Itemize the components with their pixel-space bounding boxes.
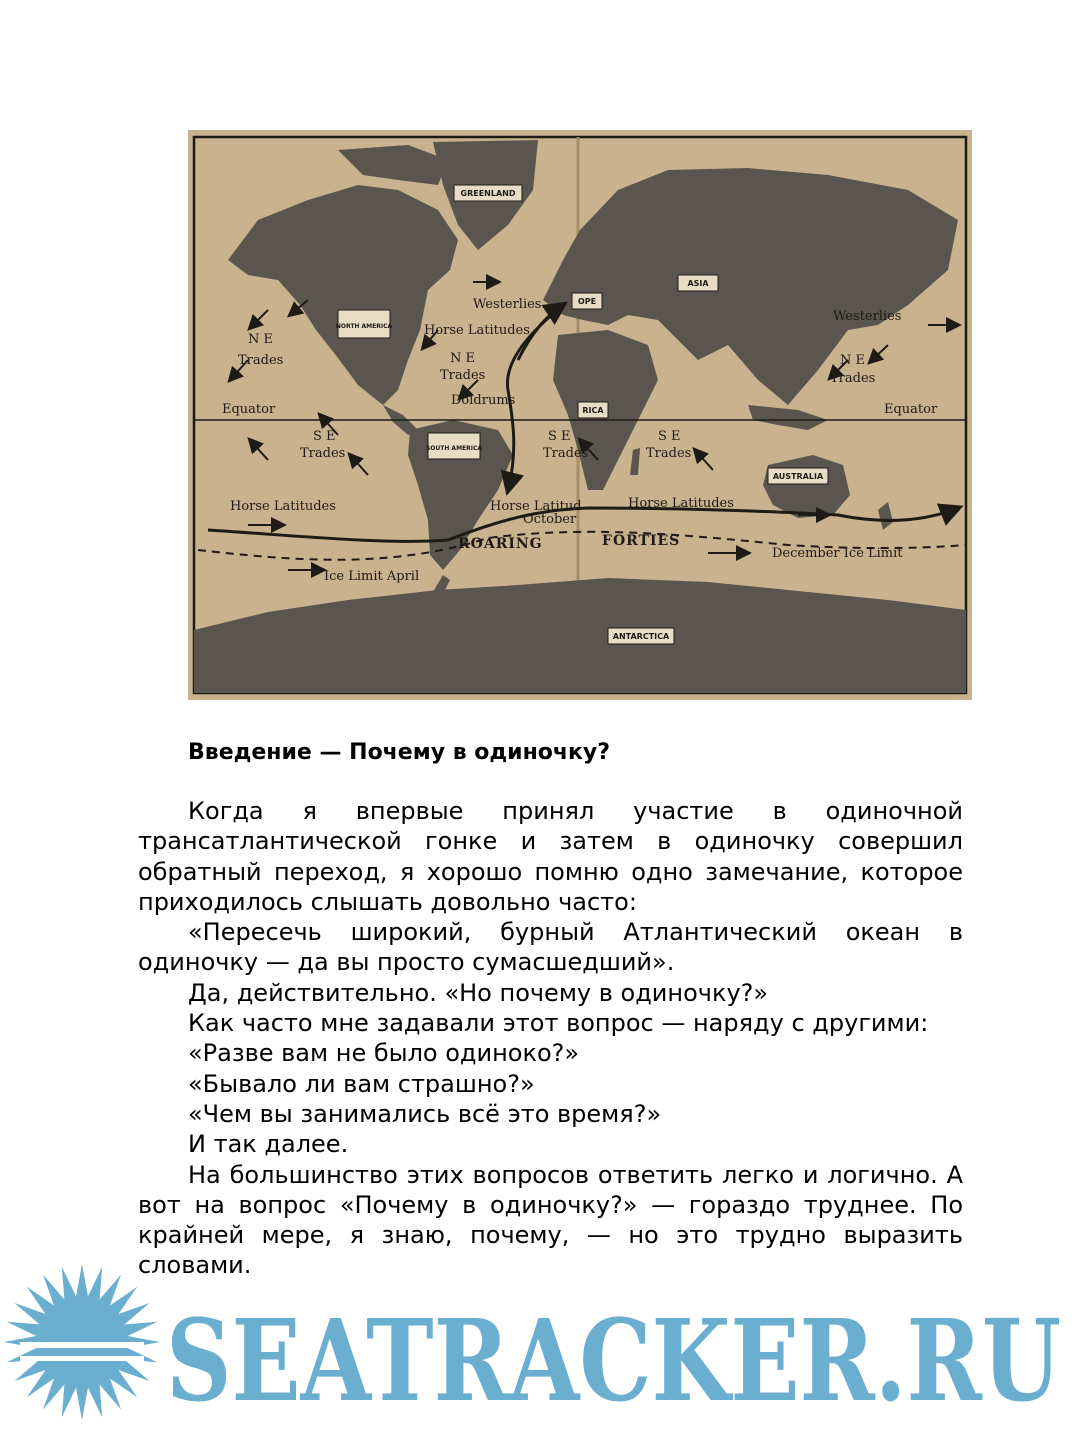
paragraph: Когда я впервые принял участие в одиночной трансатлантической гонке и затем в одиночку совершил обратный переход, я хорошо помню одно замечание, которое приходилось слышать довольно часто: xyxy=(138,797,963,916)
label-westerlies-left: Westerlies xyxy=(473,297,542,312)
label-ne-trades-right: N E xyxy=(840,353,865,368)
label-horse-lat-n: Horse Latitudes xyxy=(424,323,530,338)
world-winds-map xyxy=(188,130,972,700)
paragraph: «Разве вам не было одиноко?» xyxy=(188,1039,580,1068)
label-se-trades-mid-2: Trades xyxy=(543,446,589,461)
label-ne-trades-mid-2: Trades xyxy=(440,368,486,383)
label-ne-trades-right-2: Trades xyxy=(830,371,876,386)
label-horse-lat-s-left: Horse Latitudes xyxy=(230,499,336,514)
label-se-trades-mid: S E xyxy=(548,429,571,444)
paragraph: «Бывало ли вам страшно?» xyxy=(188,1069,535,1098)
sun-logo-icon xyxy=(4,1264,160,1420)
label-greenland: GREENLAND xyxy=(460,189,516,198)
label-south-america: SOUTH AMERICA xyxy=(425,445,483,452)
label-australia: AUSTRALIA xyxy=(772,472,824,481)
label-se-trades-left-2: Trades xyxy=(300,446,346,461)
label-december-ice-limit: December Ice Limit xyxy=(772,546,903,561)
label-ne-trades-left-2: Trades xyxy=(238,353,284,368)
label-asia: ASIA xyxy=(687,279,709,288)
label-europe: OPE xyxy=(577,297,597,306)
label-horse-lat-s-right: Horse Latitudes xyxy=(628,496,734,511)
label-ice-limit-april: Ice Limit April xyxy=(324,569,420,584)
label-horse-lat-s-mid: Horse Latitud xyxy=(490,499,582,514)
paragraph: На большинство этих вопросов ответить легко и логично. А вот на вопрос «Почему в одиночку?» — гораздо труднее. По крайней мере, я знаю, почему, — но это трудно выразить словами. xyxy=(138,1160,963,1280)
label-roaring: ROARING xyxy=(458,536,543,552)
label-westerlies-right: Westerlies xyxy=(833,309,902,324)
label-equator-right: Equator xyxy=(884,402,938,417)
label-north-america: NORTH AMERICA xyxy=(335,323,393,330)
label-forties: FORTIES xyxy=(602,533,681,549)
label-ne-trades-left: N E xyxy=(248,332,273,347)
paragraph: И так далее. xyxy=(188,1130,349,1159)
paragraph: «Чем вы занимались всё это время?» xyxy=(188,1099,662,1128)
paragraph: Как часто мне задавали этот вопрос — наряду с другими: xyxy=(188,1009,929,1038)
label-horse-lat-s-mid-2: October xyxy=(523,512,577,527)
paragraph: «Пересечь широкий, бурный Атлантический океан в одиночку — да вы просто сумасшедший». xyxy=(138,918,963,977)
label-doldrums: Doldrums xyxy=(451,393,516,408)
label-antarctica: ANTARCTICA xyxy=(612,632,670,641)
label-se-trades-right-2: Trades xyxy=(646,446,692,461)
label-se-trades-left: S E xyxy=(313,429,336,444)
section-heading: Введение — Почему в одиночку? xyxy=(188,740,611,765)
label-equator-left: Equator xyxy=(222,402,276,417)
paragraph: Да, действительно. «Но почему в одиночку?» xyxy=(188,978,769,1007)
label-ne-trades-mid: N E xyxy=(450,351,475,366)
label-se-trades-right: S E xyxy=(658,429,681,444)
watermark-text: SEATRACKER.RU xyxy=(166,1296,1061,1425)
body-text xyxy=(138,796,963,1281)
label-africa: RICA xyxy=(582,406,604,415)
watermark xyxy=(0,1262,1080,1425)
